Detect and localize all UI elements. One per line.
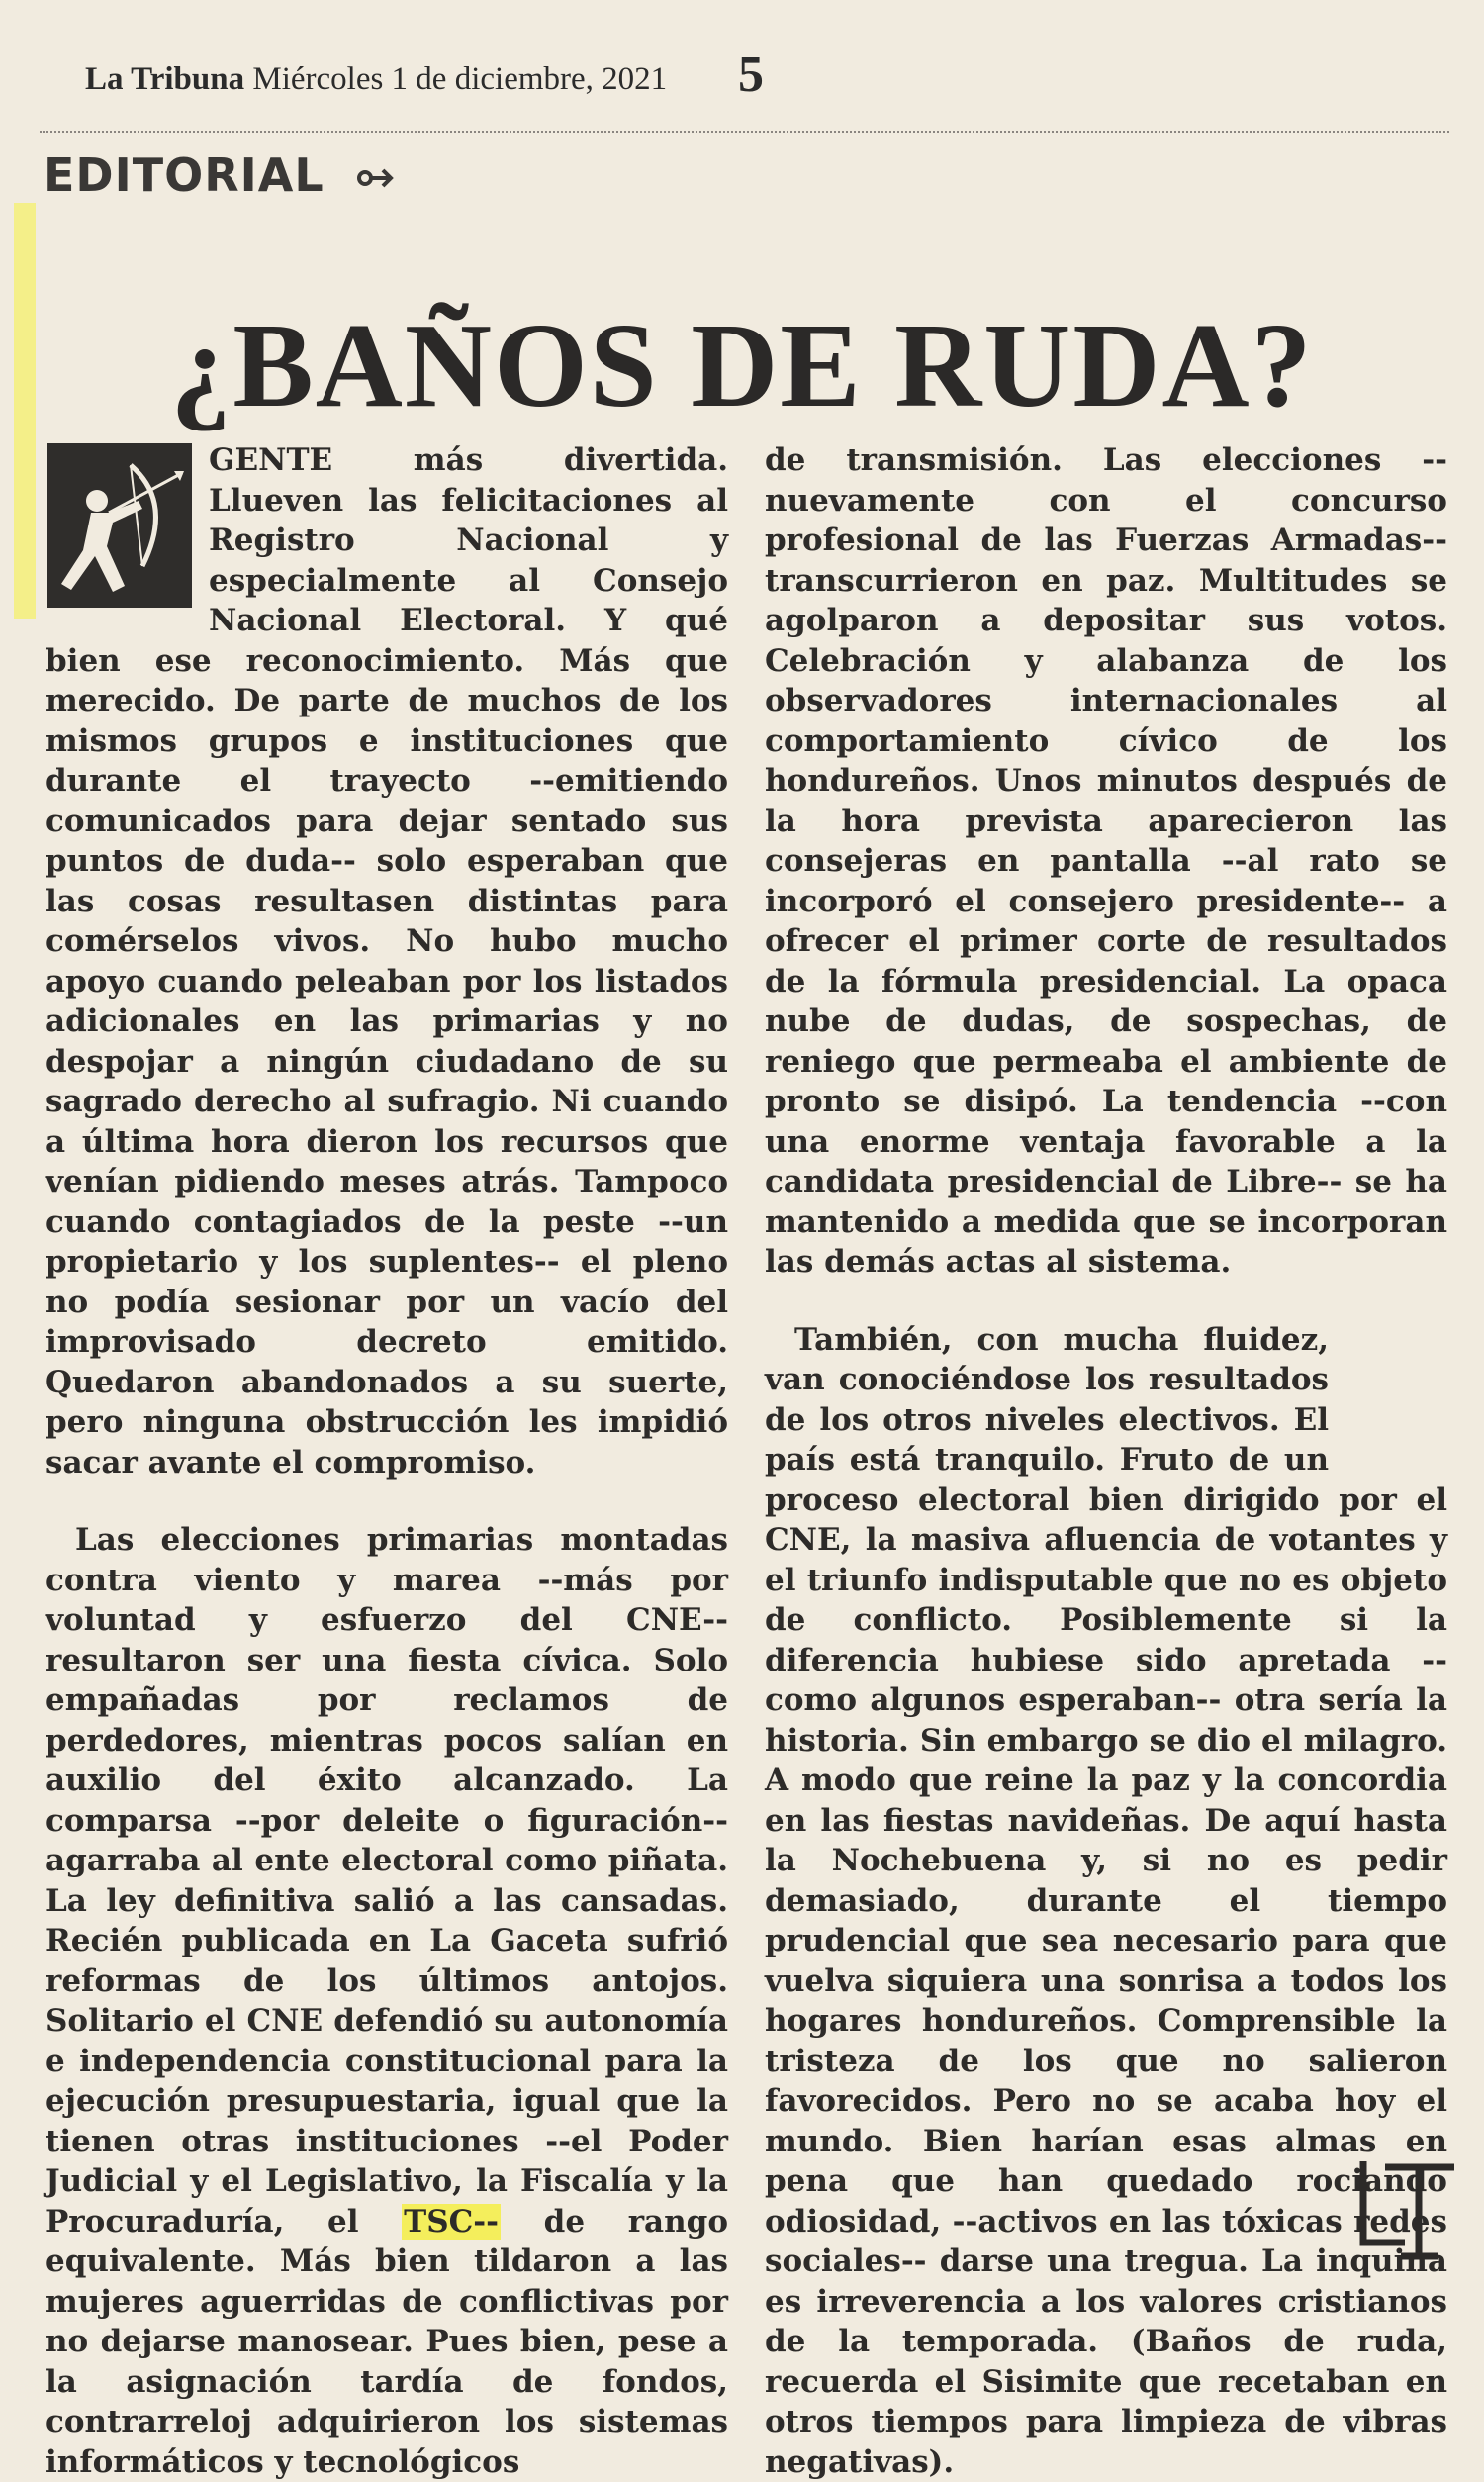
header-divider bbox=[40, 131, 1449, 133]
page-number: 5 bbox=[738, 46, 764, 104]
masthead bbox=[85, 61, 778, 111]
lt-signature-logo bbox=[1345, 2148, 1464, 2266]
issue-date: Miércoles 1 de diciembre, 2021 bbox=[252, 61, 667, 97]
highlighted-text: TSC-- bbox=[402, 2204, 501, 2240]
section-heading bbox=[44, 148, 397, 206]
newspaper-name: La Tribuna bbox=[85, 61, 244, 97]
paragraph-1-text: GENTE más divertida. Llueven las felicitaciones al Registro Nacional y especialmente al Consejo Nacional Electoral. Y qué bien ese reconocimiento. Más que merecido. De parte de muchos de los mismos grupos e instituciones que durante el trayecto --emitiendo comunicados para dejar sentado sus puntos de duda-- solo esperaban que las cosas resultasen distintas para comérselos vivos. No hubo mucho apoyo cuando peleaban por los listados adicionales en las primarias y no despojar a ningún ciudadano de su sagrado derecho al sufragio. Ni cuando a última hora dieron los recursos que venían pidiendo meses atrás. Tampoco cuando contagiados de la peste --un propietario y los suplentes-- el pleno no podía sesionar por un vacío del improvisado decreto emitido. Quedaron abandonados a su suerte, pero ninguna obstrucción les impidió sacar avante el compromiso. bbox=[46, 442, 728, 1480]
paragraph-1 bbox=[46, 440, 728, 1482]
paragraph-2-tail: de rango equivalente. Más bien tildaron a las mujeres aguerridas de conflictivas por no dejarse manosear. Pues bien, pese a la asignación tardía de fondos, contrarreloj adquirieron los sistemas informáticos y tecnológicos bbox=[46, 2204, 728, 2480]
paragraph-3: de transmisión. Las elecciones --nuevamente con el concurso profesional de las Fuerzas Armadas-- transcurrieron en paz. Multitudes se agolparon a depositar sus votos. Celebración y alabanza de los observadores internacionales al comportamiento cívico de los hondureños. Unos minutos después de la hora prevista aparecieron las consejeras en pantalla --al rato se incorporó el consejero presidente-- a ofrecer el primer corte de resultados de la fórmula presidencial. La opaca nube de dudas, de sospechas, de reniego que permeaba el ambiente de pronto se disipó. La tendencia --con una enorme ventaja favorable a la candidata presidencial de Libre-- se ha mantenido a medida que se incorporan las demás actas al sistema. bbox=[765, 440, 1447, 1283]
paragraph-4 bbox=[765, 1320, 1447, 2482]
paragraph-4-text: También, con mucha fluidez, van conociéndose los resultados de los otros niveles electivos. El país está tranquilo. Fruto de un proceso electoral bien dirigido por el CNE, la masiva afluencia de votantes y el triunfo indisputable que no es objeto de conflicto. Posiblemente si la diferencia hubiese sido apretada --como algunos esperaban-- otra sería la historia. Sin embargo se dio el milagro. A modo que reine la paz y la concordia en las fiestas navideñas. De aquí hasta la Nochebuena y, si no es pedir demasiado, durante el tiempo prudencial que sea necesario para que vuelva siquiera una sonrisa a todos los hogares hondureños. Comprensible la tristeza de los que no salieron favorecidos. Pero no se acaba hoy el mundo. Bien harían esas almas en pena que han quedado rociando odiosidad, --activos en las tóxicas redes sociales-- darse una tregua. La inquina es irreverencia a los valores cristianos de la temporada. (Baños de ruda, recuerda el Sisimite que recetaban en otros tiempos para limpieza de vibras negativas). bbox=[765, 1322, 1447, 2480]
logo-space bbox=[46, 440, 209, 607]
article-title: ¿BAÑOS DE RUDA? bbox=[0, 297, 1484, 435]
signature-space bbox=[1329, 1320, 1447, 1459]
section-label: EDITORIAL bbox=[44, 148, 325, 202]
arrow-icon bbox=[357, 159, 397, 199]
article-column-left bbox=[46, 440, 728, 2482]
paragraph-2-text: Las elecciones primarias montadas contra viento y marea --más por voluntad y esfuerzo del CNE-- resultaron ser una fiesta cívica. Solo empañadas por reclamos de perdedores, mientras pocos salían en auxilio del éxito alcanzado. La comparsa --por deleite o figuración-- agarraba al ente electoral como piñata. La ley definitiva salió a las cansadas. Recién publicada en La Gaceta sufrió reformas de los últimos antojos. Solitario el CNE defendió su autonomía e independencia constitucional para la ejecución presupuestaria, igual que la tienen otras instituciones --el Poder Judicial y el Legislativo, la Fiscalía y la Procuraduría, el bbox=[46, 1522, 728, 2240]
paragraph-2 bbox=[46, 1520, 728, 2482]
